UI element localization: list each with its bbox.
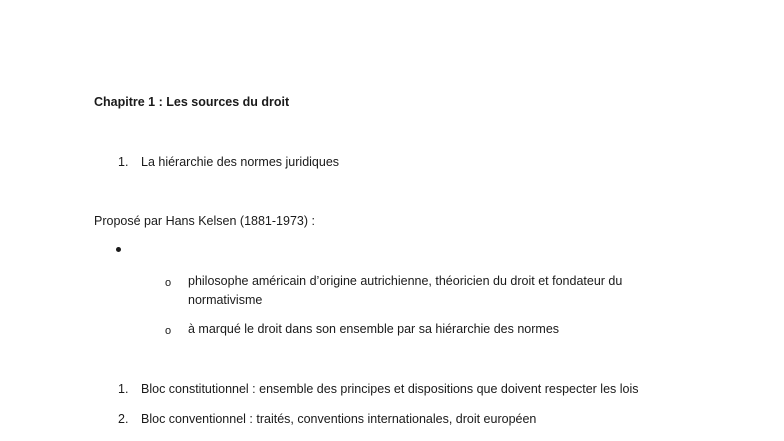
section-heading: La hiérarchie des normes juridiques [141, 155, 340, 169]
bloc-number: 1. [118, 382, 129, 396]
sub-bullet-icon: o [165, 325, 172, 337]
bloc-number: 2. [118, 412, 129, 426]
bullet-icon [116, 247, 121, 252]
section-number: 1. [118, 155, 129, 169]
intro-text: Proposé par Hans Kelsen (1881-1973) : [94, 214, 315, 228]
chapter-title: Chapitre 1 : Les sources du droit [94, 95, 290, 109]
bloc-text: Bloc conventionnel : traités, conventions internationales, droit européen [141, 412, 537, 426]
sub-bullet-icon: o [165, 277, 172, 289]
sub-item-text: à marqué le droit dans son ensemble par sa hiérarchie des normes [188, 322, 560, 336]
sub-item-text: philosophe américain d’origine autrichienne, théoricien du droit et fondateur du normativisme [188, 274, 623, 307]
bloc-text: Bloc constitutionnel : ensemble des principes et dispositions que doivent respecter les lois [141, 382, 639, 396]
